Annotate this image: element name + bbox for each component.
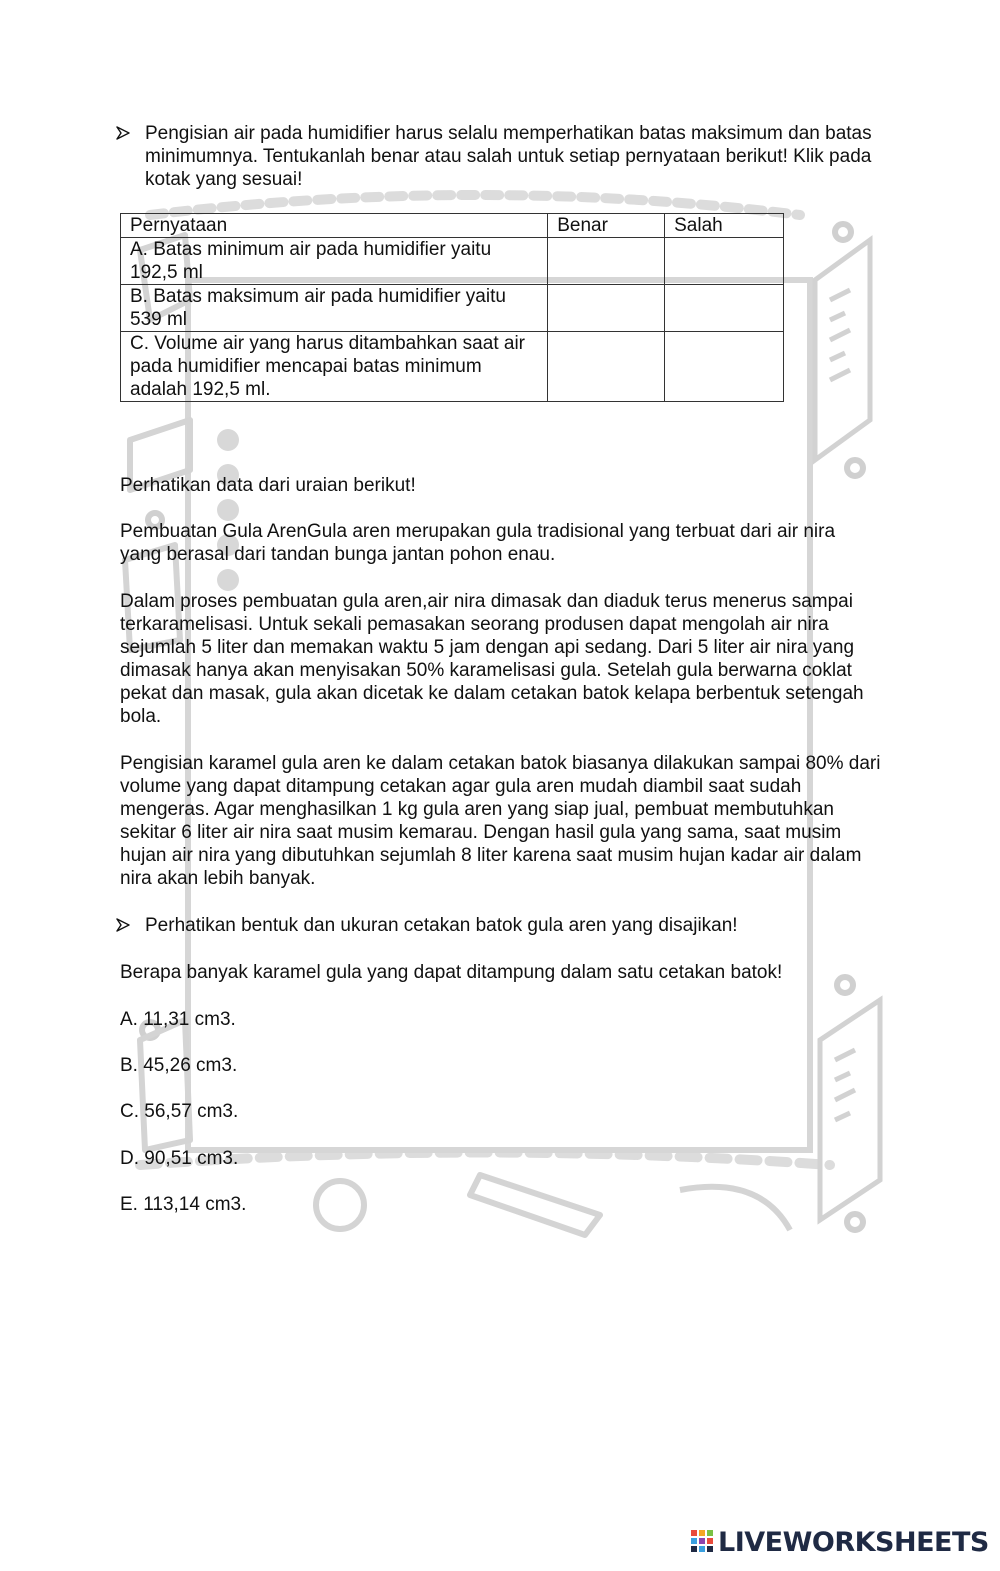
question2-text: Perhatikan bentuk dan ukuran cetakan batok gula aren yang disajikan! — [145, 915, 738, 936]
liveworksheets-logo-icon — [690, 1528, 716, 1556]
statement-a-false-box[interactable] — [665, 238, 784, 285]
statement-b: B. Batas maksimum air pada humidifier yaitu 539 ml — [121, 285, 548, 332]
option-a[interactable]: A. 11,31 cm3. — [120, 1009, 236, 1030]
table-row — [121, 285, 784, 332]
table-row — [121, 238, 784, 285]
passage-paragraph-1: Pembuatan Gula ArenGula aren merupakan gula tradisional yang terbuat dari air nira yang berasal dari tandan bunga jantan pohon enau. — [120, 521, 836, 565]
arrow-bullet-icon — [116, 126, 130, 140]
passage-intro: Perhatikan data dari uraian berikut! — [120, 475, 416, 496]
header-true: Benar — [548, 214, 665, 238]
table-header-row — [121, 214, 784, 238]
arrow-bullet-icon — [116, 918, 130, 932]
statement-b-true-box[interactable] — [548, 285, 665, 332]
statement-c-false-box[interactable] — [665, 332, 784, 402]
statement-c: C. Volume air yang harus ditambahkan saat air pada humidifier mencapai batas minimum adalah 192,5 ml. — [121, 332, 548, 402]
header-statement: Pernyataan — [121, 214, 548, 238]
question2-instruction — [116, 914, 876, 937]
option-d[interactable]: D. 90,51 cm3. — [120, 1148, 239, 1169]
header-false: Salah — [665, 214, 784, 238]
passage-paragraph-3: Pengisian karamel gula aren ke dalam cetakan batok biasanya dilakukan sampai 80% dari volume yang dapat ditampung cetakan agar gula aren mudah diambil saat sudah mengeras. Agar menghasilkan 1 kg gula aren yang siap jual, pembuat membutuhkan sekitar 6 liter air nira saat musim kemarau. Dengan hasil gula yang sama, saat musim hujan air nira yang dibutuhkan sejumlah 8 liter karena saat musim hujan kadar air dalam nira akan lebih banyak. — [120, 753, 881, 889]
question1-instruction — [116, 122, 876, 191]
question1-text: Pengisian air pada humidifier harus selalu memperhatikan batas maksimum dan batas minimumnya. Tentukanlah benar atau salah untuk setiap pernyataan berikut! Klik pada kotak yang sesuai! — [145, 123, 872, 190]
liveworksheets-brand — [690, 1525, 989, 1559]
brand-name: LIVEWORKSHEETS — [718, 1526, 989, 1558]
option-c[interactable]: C. 56,57 cm3. — [120, 1101, 239, 1122]
table-row — [121, 332, 784, 402]
question2-prompt: Berapa banyak karamel gula yang dapat ditampung dalam satu cetakan batok! — [120, 962, 783, 983]
statement-c-true-box[interactable] — [548, 332, 665, 402]
statement-table — [120, 213, 784, 402]
passage-paragraph-2: Dalam proses pembuatan gula aren,air nira dimasak dan diaduk terus menerus sampai terkaramelisasi. Untuk sekali pemasakan seorang produsen dapat mengolah air nira sejumlah 5 liter dan memakan waktu 5 jam dengan api sedang. Dari 5 liter air nira yang dimasak hanya akan menyisakan 50% karamelisasi gula. Setelah gula berwarna coklat pekat dan masak, gula akan dicetak ke dalam cetakan batok kelapa berbentuk setengah bola. — [120, 591, 864, 727]
statement-a: A. Batas minimum air pada humidifier yaitu 192,5 ml — [121, 238, 548, 285]
option-b[interactable]: B. 45,26 cm3. — [120, 1055, 238, 1076]
statement-b-false-box[interactable] — [665, 285, 784, 332]
option-e[interactable]: E. 113,14 cm3. — [120, 1194, 247, 1215]
statement-a-true-box[interactable] — [548, 238, 665, 285]
